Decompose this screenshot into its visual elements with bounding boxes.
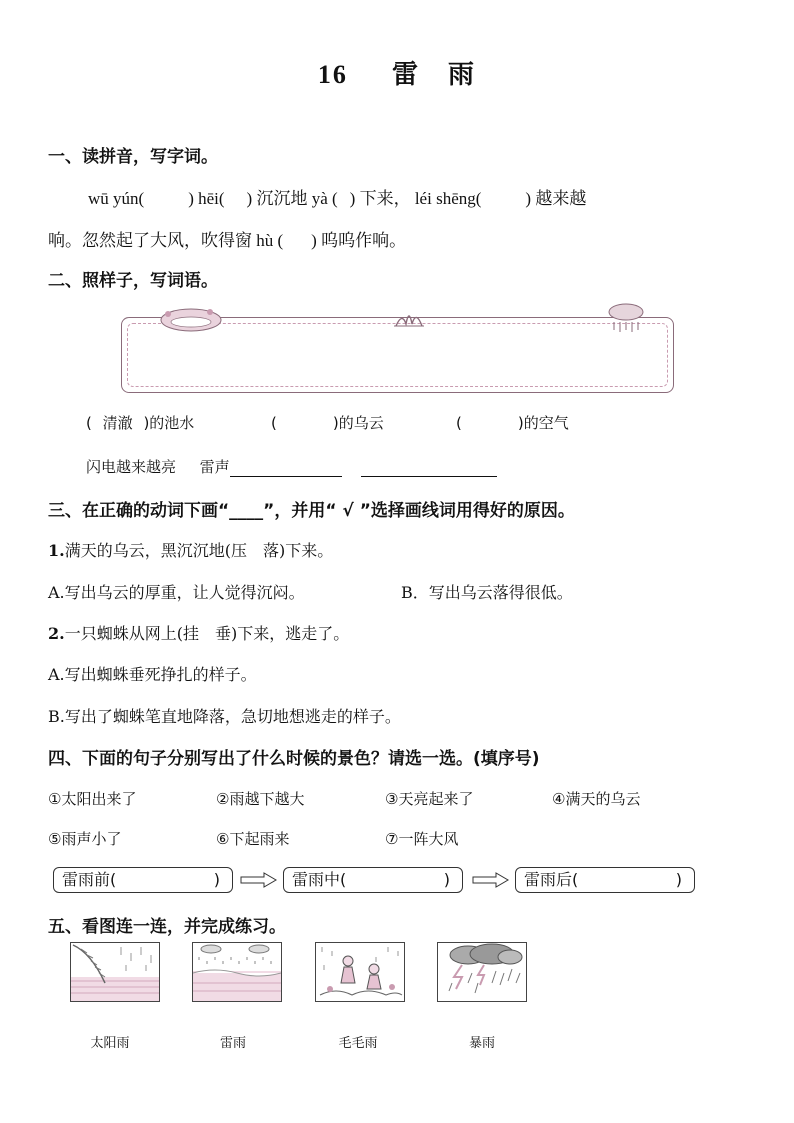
section3-heading: 三、在正确的动词下画“____”，并用“ √ ”选择画线词用得好的原因。 bbox=[48, 501, 575, 521]
example-word: 清澈 bbox=[102, 414, 133, 432]
phrase-dark-cloud: )的乌云 bbox=[332, 414, 384, 432]
caption-thunderstorm: 雷雨 bbox=[219, 1036, 246, 1051]
pinyin-line-2 bbox=[48, 226, 406, 251]
phrase-air: )的空气 bbox=[517, 414, 569, 432]
pinyin-tail: ) 越来越 bbox=[525, 189, 587, 208]
phrase-row-1 bbox=[86, 412, 194, 433]
before-storm-label: 雷雨前( bbox=[62, 870, 117, 889]
option-1: ①太阳出来了 bbox=[48, 790, 137, 808]
pinyin-hei: ) hēi( bbox=[188, 189, 225, 208]
pinyin-line-1 bbox=[88, 184, 586, 209]
during-storm-box[interactable] bbox=[283, 867, 463, 893]
rain-cloud-decoration-icon bbox=[606, 302, 646, 336]
question-number: 2. bbox=[48, 624, 65, 643]
rainstorm-picture[interactable] bbox=[437, 942, 527, 1002]
section1-heading: 一、读拼音，写字词。 bbox=[48, 147, 218, 167]
after-storm-box[interactable] bbox=[515, 867, 695, 893]
section2-heading: 二、照样子，写词语。 bbox=[48, 271, 218, 291]
q2-option-b[interactable]: B.写出了蜘蛛笔直地降落，急切地想逃走的样子。 bbox=[48, 707, 401, 726]
example-phrase: )的池水 bbox=[143, 414, 195, 432]
option-6: ⑥下起雨来 bbox=[216, 830, 290, 848]
pinyin-line2-tail: ) 呜呜作响。 bbox=[311, 231, 407, 250]
drizzle-picture[interactable] bbox=[315, 942, 405, 1002]
paren-close: ) bbox=[675, 870, 682, 889]
option-5: ⑤雨声小了 bbox=[48, 830, 122, 848]
drizzle-water-icon bbox=[193, 943, 281, 1001]
pinyin-wuyun: wū yún( bbox=[88, 189, 145, 208]
storm-cloud-lightning-icon bbox=[438, 943, 526, 1001]
q1-option-a[interactable]: A.写出乌云的厚重，让人觉得沉闷。 bbox=[48, 583, 305, 602]
q1-option-b[interactable]: B．写出乌云落得很低。 bbox=[401, 583, 573, 602]
caption-rainstorm: 暴雨 bbox=[468, 1036, 495, 1051]
q2-option-a[interactable]: A.写出蜘蛛垂死挣扎的样子。 bbox=[48, 665, 257, 684]
children-rain-icon bbox=[316, 943, 404, 1001]
thunder-blank[interactable] bbox=[230, 476, 342, 477]
phrase-row-2 bbox=[86, 456, 497, 477]
thunder-label: 雷声 bbox=[199, 458, 230, 476]
before-storm-box[interactable] bbox=[53, 867, 233, 893]
paren-open: ( bbox=[271, 414, 277, 432]
question-number: 1. bbox=[48, 541, 65, 560]
phrase-blank-air[interactable] bbox=[456, 412, 569, 433]
question-2 bbox=[48, 621, 349, 644]
option-4: ④满天的乌云 bbox=[552, 790, 641, 808]
willow-rain-icon bbox=[71, 943, 159, 1001]
after-storm-label: 雷雨后( bbox=[524, 870, 579, 889]
sun-rain-picture[interactable] bbox=[70, 942, 160, 1002]
pinyin-hu: 响。忽然起了大风，吹得窗 hù ( bbox=[48, 231, 284, 250]
example-lightning: 闪电越来越亮 bbox=[86, 458, 177, 476]
paren-open: ( bbox=[86, 414, 92, 432]
lesson-number: 16 bbox=[317, 60, 348, 89]
option-3: ③天亮起来了 bbox=[385, 790, 474, 808]
caption-sun-rain: 太阳雨 bbox=[90, 1036, 130, 1051]
thunderstorm-picture[interactable] bbox=[192, 942, 282, 1002]
phrase-blank-dark-cloud[interactable] bbox=[271, 412, 384, 433]
during-storm-label: 雷雨中( bbox=[292, 870, 347, 889]
paren-open: ( bbox=[456, 414, 462, 432]
question-text: 一只蜘蛛从网上(挂 垂)下来，逃走了。 bbox=[64, 624, 350, 643]
arrow-right-icon bbox=[240, 872, 278, 888]
section5-heading: 五、看图连一连，并完成练习。 bbox=[48, 917, 286, 937]
question-1 bbox=[48, 538, 333, 561]
option-7: ⑦一阵大风 bbox=[385, 830, 459, 848]
caption-drizzle: 毛毛雨 bbox=[338, 1036, 378, 1051]
paren-close: ) bbox=[443, 870, 450, 889]
question-text: 满天的乌云，黑沉沉地(压 落)下来。 bbox=[64, 541, 334, 560]
lesson-title: 雷 雨 bbox=[392, 60, 477, 90]
paren-close: ) bbox=[213, 870, 220, 889]
grass-decoration-icon bbox=[392, 304, 426, 328]
page-title bbox=[0, 54, 794, 91]
section4-heading: 四、下面的句子分别写出了什么时候的景色？请选一选。(填序号) bbox=[48, 749, 540, 769]
option-2: ②雨越下越大 bbox=[216, 790, 305, 808]
pond-decoration-icon bbox=[158, 304, 228, 334]
arrow-right-icon bbox=[472, 872, 510, 888]
pinyin-leisheng: ) 下来， léi shēng( bbox=[349, 189, 482, 208]
extra-blank[interactable] bbox=[361, 476, 497, 477]
pinyin-ya: ) 沉沉地 yà ( bbox=[246, 189, 338, 208]
